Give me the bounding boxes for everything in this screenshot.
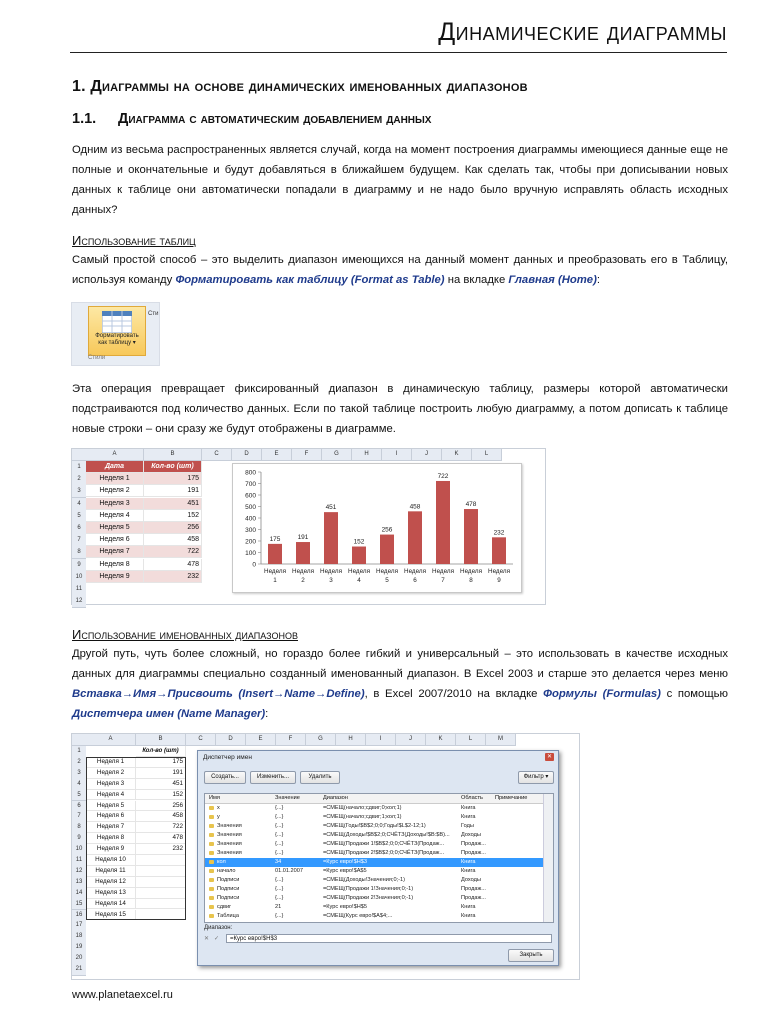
bar xyxy=(408,511,422,564)
name-icon xyxy=(209,905,214,909)
range-cell: =СМЕЩ(Доходы!$B$2;0;СЧЁТЗ(Доходы!$B:$B)... xyxy=(323,832,450,838)
name-cell: начало xyxy=(217,868,236,874)
bar xyxy=(268,544,282,564)
row-header[interactable]: 11 xyxy=(72,583,86,596)
row-header[interactable]: 1 xyxy=(72,746,86,758)
styles-group-label: Стили xyxy=(88,355,106,361)
name-row[interactable] xyxy=(205,813,543,822)
x-tick-label: Неделя xyxy=(376,568,398,575)
name-icon xyxy=(209,842,214,846)
column-header[interactable]: A xyxy=(86,734,136,746)
x-tick-label-number: 2 xyxy=(301,577,305,584)
name-icon xyxy=(209,869,214,873)
column-header[interactable]: I xyxy=(366,734,396,746)
named-ranges-paragraph xyxy=(72,644,728,724)
value-cell: {...} xyxy=(275,832,284,838)
cell-week[interactable]: Неделя 15 xyxy=(86,910,136,921)
scope-cell: Доходы xyxy=(461,832,481,838)
row-header[interactable]: 8 xyxy=(72,546,86,559)
names-list[interactable] xyxy=(204,793,554,923)
edit-name-button[interactable]: Изменить... xyxy=(250,771,296,784)
table-cell-qty[interactable]: 722 xyxy=(144,546,202,558)
table-cell-date[interactable]: Неделя 9 xyxy=(86,571,144,583)
range-cell: =Курс евро!$H$5 xyxy=(323,904,367,910)
table-cell-qty[interactable]: 478 xyxy=(144,559,202,571)
x-tick-label: Неделя xyxy=(488,568,510,575)
value-cell: 21 xyxy=(275,904,282,910)
ribbon-screenshot xyxy=(71,302,160,366)
name-cell: Значения xyxy=(217,823,242,829)
cell-week[interactable]: Неделя 13 xyxy=(86,888,136,899)
x-tick-label: Неделя xyxy=(292,568,314,575)
format-as-table-icon xyxy=(102,311,132,333)
scope-cell: Книга xyxy=(461,814,476,820)
scope-cell: Продаж... xyxy=(461,886,486,892)
cell-week[interactable]: Неделя 1 xyxy=(86,757,136,768)
header-cell-qty[interactable]: Кол-во (шт) xyxy=(136,746,186,757)
cell-qty[interactable]: 478 xyxy=(136,833,186,844)
cell-week[interactable]: Неделя 3 xyxy=(86,779,136,790)
scope-cell: Книга xyxy=(461,859,476,865)
format-as-table-button[interactable] xyxy=(88,306,146,356)
cell-week[interactable]: Неделя 6 xyxy=(86,811,136,822)
row-header[interactable]: 4 xyxy=(72,498,86,511)
table-cell-date[interactable]: Неделя 3 xyxy=(86,498,144,510)
section-heading-1-1 xyxy=(72,111,431,127)
tables-paragraph-2: Эта операция превращает фиксированный диапазон в динамическую таблицу, размеры которой автоматически подстраиваются под количество данных. Если по такой таблице построить любую диаграмму, а потом дописать к таблице новые строки – они сразу же будут отображены в диаграмме. xyxy=(72,383,728,435)
cell-week[interactable]: Неделя 9 xyxy=(86,844,136,855)
x-tick-label: Неделя xyxy=(432,568,454,575)
name-manager: Диспетчера имен (Name Manager) xyxy=(72,708,266,720)
column-header[interactable]: K xyxy=(426,734,456,746)
name-row[interactable] xyxy=(205,912,543,921)
column-header[interactable]: F xyxy=(292,449,322,461)
table-cell-qty[interactable]: 256 xyxy=(144,522,202,534)
name-cell: x xyxy=(217,805,220,811)
data-label: 478 xyxy=(465,501,477,509)
y-tick-label: 500 xyxy=(245,504,256,511)
x-tick-label: Неделя xyxy=(320,568,342,575)
cell-week[interactable]: Неделя 11 xyxy=(86,866,136,877)
x-tick-label-number: 1 xyxy=(273,577,277,584)
data-label: 152 xyxy=(353,538,365,546)
subheading-named-ranges: Использование именованных диапазонов xyxy=(72,627,298,642)
row-header[interactable]: 6 xyxy=(72,801,86,813)
y-tick-label: 100 xyxy=(245,550,256,557)
name-cell: Таблица xyxy=(217,913,239,919)
name-row[interactable] xyxy=(205,858,543,867)
column-header[interactable]: M xyxy=(486,734,516,746)
x-tick-label-number: 8 xyxy=(469,577,473,584)
column-header[interactable]: E xyxy=(246,734,276,746)
data-label: 458 xyxy=(409,503,421,511)
row-header[interactable]: 10 xyxy=(72,844,86,856)
name-cell: y xyxy=(217,814,220,820)
column-header[interactable]: A xyxy=(86,449,144,461)
bar xyxy=(492,537,506,564)
value-cell: 01.01.2007 xyxy=(275,868,303,874)
delete-name-button[interactable]: Удалить xyxy=(300,771,340,784)
scope-cell: Продаж... xyxy=(461,850,486,856)
list-scrollbar[interactable] xyxy=(543,794,553,922)
table-cell-qty[interactable]: 451 xyxy=(144,498,202,510)
row-header[interactable]: 2 xyxy=(72,757,86,769)
data-label: 232 xyxy=(493,529,505,537)
new-name-button[interactable]: Создать... xyxy=(204,771,246,784)
name-icon xyxy=(209,896,214,900)
range-cell: =СМЕЩ(начало;сдвиг;1;кол;1) xyxy=(323,814,402,820)
scope-cell: Книга xyxy=(461,904,476,910)
name-icon xyxy=(209,878,214,882)
row-header[interactable]: 4 xyxy=(72,779,86,791)
section-heading-text: Диаграмма с автоматическим добавлением данных xyxy=(118,111,432,127)
command-format-as-table: Форматировать как таблицу (Format as Table) xyxy=(175,274,445,286)
cell-qty[interactable] xyxy=(136,899,186,910)
row-header[interactable]: 1 xyxy=(72,461,86,474)
cell-qty[interactable]: 232 xyxy=(136,844,186,855)
cell-week[interactable]: Неделя 2 xyxy=(86,768,136,779)
bar xyxy=(436,481,450,564)
column-header[interactable]: I xyxy=(382,449,412,461)
bar xyxy=(352,547,366,564)
data-label: 256 xyxy=(381,526,393,534)
column-header[interactable]: B xyxy=(136,734,186,746)
x-tick-label-number: 6 xyxy=(413,577,417,584)
name-cell: Подписи xyxy=(217,886,240,892)
cell-qty[interactable] xyxy=(136,855,186,866)
cell-qty[interactable] xyxy=(136,910,186,921)
column-header[interactable]: G xyxy=(322,449,352,461)
value-cell: {...} xyxy=(275,886,284,892)
cell-week[interactable]: Неделя 14 xyxy=(86,899,136,910)
scope-cell: Книга xyxy=(461,913,476,919)
name-cell: Подписи xyxy=(217,877,240,883)
cell-qty[interactable]: 451 xyxy=(136,779,186,790)
footer-url[interactable]: www.planetaexcel.ru xyxy=(72,989,173,1001)
column-header[interactable]: H xyxy=(336,734,366,746)
table-cell-qty[interactable]: 191 xyxy=(144,485,202,497)
tab-home: Главная (Home) xyxy=(508,274,597,286)
intro-paragraph: Одним из весьма распространенных является случай, когда на момент построения диаграммы имеющиеся данные еще не полные и окончательные и будут добавляться в ближайшем будущем. Как сделать так, чтобы при дописывании новых данных к таблице они автоматически попадали в диаграмму и не надо было вручную исправлять область исходных данных? xyxy=(72,144,728,216)
name-icon xyxy=(209,824,214,828)
page-title: Динамические диаграммы xyxy=(438,18,727,46)
row-header[interactable]: 9 xyxy=(72,559,86,572)
cell-week[interactable]: Неделя 4 xyxy=(86,790,136,801)
row-header[interactable]: 10 xyxy=(72,571,86,584)
title-divider xyxy=(70,52,727,53)
value-cell: 34 xyxy=(275,859,282,865)
range-cell: =СМЕЩ(Продажи 2!Значения;0;-1) xyxy=(323,895,414,901)
range-cell: =СМЕЩ(Курс евро!$A$4;... xyxy=(323,913,393,919)
column-header[interactable]: J xyxy=(412,449,442,461)
text-fragment: , в Excel 2007/2010 на вкладке xyxy=(364,688,544,700)
column-header[interactable]: F xyxy=(276,734,306,746)
text-fragment: с помощью xyxy=(660,688,728,700)
value-cell: {...} xyxy=(275,877,284,883)
data-label: 722 xyxy=(437,472,449,480)
range-input[interactable]: =Курс евро!$H$3 xyxy=(226,934,552,943)
cell-qty[interactable] xyxy=(136,866,186,877)
x-tick-label: Неделя xyxy=(264,568,286,575)
select-all-corner[interactable] xyxy=(72,734,87,746)
tab-formulas: Формулы (Formulas) xyxy=(543,688,661,700)
cell-week[interactable]: Неделя 10 xyxy=(86,855,136,866)
x-tick-label-number: 3 xyxy=(329,577,333,584)
scope-cell: Продаж... xyxy=(461,841,486,847)
column-header[interactable]: G xyxy=(306,734,336,746)
row-header[interactable]: 16 xyxy=(72,910,86,922)
row-header[interactable]: 3 xyxy=(72,485,86,498)
table-cell-qty[interactable]: 232 xyxy=(144,571,202,583)
name-cell: Значения xyxy=(217,841,242,847)
value-cell: {...} xyxy=(275,823,284,829)
y-tick-label: 300 xyxy=(245,527,256,534)
column-header[interactable]: D xyxy=(232,449,262,461)
row-header[interactable]: 18 xyxy=(72,931,86,943)
table-cell-qty[interactable]: 152 xyxy=(144,510,202,522)
row-header[interactable]: 8 xyxy=(72,822,86,834)
scope-cell: Книга xyxy=(461,868,476,874)
table-cell-date[interactable]: Неделя 6 xyxy=(86,534,144,546)
text-fragment: Другой путь, чуть более сложный, но гораздо более гибкий и универсальный – это использовать в качестве исходных данных для диаграммы специально созданный именованный диапазон. В Excel 2003 и старше это делается через меню xyxy=(72,648,728,680)
name-row[interactable] xyxy=(205,831,543,840)
cell-week[interactable]: Неделя 5 xyxy=(86,801,136,812)
bar xyxy=(296,542,310,564)
name-row[interactable] xyxy=(205,822,543,831)
row-header[interactable]: 2 xyxy=(72,473,86,486)
name-cell: Подписи xyxy=(217,895,240,901)
x-tick-label-number: 7 xyxy=(441,577,445,584)
table-cell-qty[interactable]: 458 xyxy=(144,534,202,546)
table-cell-date[interactable]: Неделя 8 xyxy=(86,559,144,571)
row-header[interactable]: 12 xyxy=(72,866,86,878)
cell-qty[interactable] xyxy=(136,877,186,888)
select-all-corner[interactable] xyxy=(72,449,87,461)
name-cell: Значения xyxy=(217,850,242,856)
column-header[interactable]: D xyxy=(216,734,246,746)
bar xyxy=(464,509,478,564)
range-label: Диапазон: xyxy=(204,925,233,931)
filter-button[interactable]: Фильтр ▾ xyxy=(518,771,554,784)
table-cell-qty[interactable]: 175 xyxy=(144,473,202,485)
cancel-edit-icon[interactable]: ✕ xyxy=(204,936,210,942)
row-header[interactable]: 21 xyxy=(72,964,86,976)
col-scope[interactable]: Область xyxy=(461,795,483,801)
column-header[interactable]: E xyxy=(262,449,292,461)
section-heading-1: 1. Диаграммы на основе динамических именованных диапазонов xyxy=(72,78,528,95)
y-tick-label: 0 xyxy=(252,561,256,569)
dialog-title: Диспетчер имен xyxy=(203,754,252,761)
scope-cell: Доходы xyxy=(461,877,481,883)
name-row[interactable] xyxy=(205,849,543,858)
name-row[interactable] xyxy=(205,903,543,912)
name-row[interactable] xyxy=(205,894,543,903)
name-row[interactable] xyxy=(205,840,543,849)
row-header[interactable]: 14 xyxy=(72,888,86,900)
table-header-qty[interactable]: Кол-во (шт) xyxy=(144,461,202,473)
cell-week[interactable]: Неделя 12 xyxy=(86,877,136,888)
x-tick-label: Неделя xyxy=(460,568,482,575)
name-manager-screenshot xyxy=(71,733,580,980)
data-label: 451 xyxy=(325,504,337,512)
row-header[interactable]: 17 xyxy=(72,920,86,932)
row-header[interactable]: 7 xyxy=(72,811,86,823)
table-cell-date[interactable]: Неделя 7 xyxy=(86,546,144,558)
y-tick-label: 200 xyxy=(245,538,256,546)
y-tick-label: 800 xyxy=(245,469,256,477)
table-header-date[interactable]: Дата xyxy=(86,461,144,473)
close-button[interactable]: Закрыть xyxy=(508,949,554,962)
range-cell: =СМЕЩ(Продажи 1!Значения;0;-1) xyxy=(323,886,414,892)
cell-qty[interactable]: 256 xyxy=(136,801,186,812)
value-cell: {...} xyxy=(275,913,284,919)
cell-qty[interactable]: 458 xyxy=(136,811,186,822)
x-tick-label-number: 9 xyxy=(497,577,501,584)
text-fragment: на вкладке xyxy=(444,274,509,286)
value-cell: {...} xyxy=(275,850,284,856)
name-row[interactable] xyxy=(205,885,543,894)
name-row[interactable] xyxy=(205,876,543,885)
section-number: 1.1. xyxy=(72,111,97,127)
row-header[interactable]: 19 xyxy=(72,942,86,954)
table-cell-date[interactable]: Неделя 2 xyxy=(86,485,144,497)
x-tick-label: Неделя xyxy=(404,568,426,575)
column-header[interactable]: J xyxy=(396,734,426,746)
bar-chart xyxy=(233,464,521,592)
row-header[interactable]: 9 xyxy=(72,833,86,845)
menu-insert-name-define: Вставка→Имя→Присвоить (Insert→Name→Define) xyxy=(72,688,365,700)
x-tick-label: Неделя xyxy=(348,568,370,575)
row-header[interactable]: 20 xyxy=(72,953,86,965)
name-cell: кол xyxy=(217,859,226,865)
cell-qty[interactable] xyxy=(136,888,186,899)
column-header[interactable]: B xyxy=(144,449,202,461)
text-fragment: : xyxy=(596,274,600,286)
col-value[interactable]: Значение xyxy=(275,795,300,801)
column-header[interactable]: K xyxy=(442,449,472,461)
range-cell: =Курс евро!$H$3 xyxy=(323,859,367,865)
name-icon xyxy=(209,833,214,837)
row-header[interactable]: 6 xyxy=(72,522,86,535)
table-cell-date[interactable]: Неделя 4 xyxy=(86,510,144,522)
column-header[interactable]: C xyxy=(202,449,232,461)
cell-qty[interactable]: 722 xyxy=(136,822,186,833)
data-label: 175 xyxy=(269,535,281,543)
names-list-header xyxy=(205,794,543,804)
value-cell: {...} xyxy=(275,841,284,847)
name-icon xyxy=(209,914,214,918)
column-header[interactable]: L xyxy=(456,734,486,746)
name-row[interactable] xyxy=(205,867,543,876)
y-tick-label: 400 xyxy=(245,515,256,523)
y-tick-label: 600 xyxy=(245,492,256,500)
cell-qty[interactable]: 152 xyxy=(136,790,186,801)
row-header[interactable]: 7 xyxy=(72,534,86,547)
cell-qty[interactable]: 175 xyxy=(136,757,186,768)
column-header[interactable]: C xyxy=(186,734,216,746)
confirm-edit-icon[interactable]: ✓ xyxy=(214,936,220,942)
name-icon xyxy=(209,860,214,864)
cell-styles-label[interactable]: Сти xyxy=(148,311,159,317)
name-row[interactable] xyxy=(205,804,543,813)
cell-week[interactable]: Неделя 8 xyxy=(86,833,136,844)
name-icon xyxy=(209,887,214,891)
table-cell-date[interactable]: Неделя 5 xyxy=(86,522,144,534)
name-icon xyxy=(209,806,214,810)
range-cell: =Курс евро!$A$5 xyxy=(323,868,367,874)
text-fragment: Самый простой способ – это выделить диапазон имеющихся на данный момент данных и преобразовать его в Таблицу, используя команду xyxy=(72,254,728,286)
x-tick-label-number: 4 xyxy=(357,577,361,584)
row-header[interactable]: 11 xyxy=(72,855,86,867)
row-header[interactable]: 5 xyxy=(72,790,86,802)
scope-cell: Годы xyxy=(461,823,474,829)
col-comment[interactable]: Примечание xyxy=(495,795,528,801)
range-cell: =СМЕЩ(начало;сдвиг;0;кол;1) xyxy=(323,805,402,811)
table-cell-date[interactable]: Неделя 1 xyxy=(86,473,144,485)
scope-cell: Продаж... xyxy=(461,895,486,901)
x-tick-label-number: 5 xyxy=(385,577,389,584)
col-range[interactable]: Диапазон xyxy=(323,795,348,801)
name-cell: сдвиг xyxy=(217,904,232,910)
name-cell: Значения xyxy=(217,832,242,838)
name-icon xyxy=(209,851,214,855)
range-cell: =СМЕЩ(Продажи 1!$B$2;0;0;СЧЁТЗ(Продаж... xyxy=(323,841,445,847)
value-cell: {...} xyxy=(275,814,284,820)
format-as-table-label: Форматировать как таблицу ▾ xyxy=(95,333,139,346)
name-icon xyxy=(209,815,214,819)
column-header[interactable]: L xyxy=(472,449,502,461)
row-header[interactable]: 3 xyxy=(72,768,86,780)
value-cell: {...} xyxy=(275,805,284,811)
range-cell: =СМЕЩ(Доходы!Значения;0;-1) xyxy=(323,877,405,883)
cell-qty[interactable]: 191 xyxy=(136,768,186,779)
name-manager-dialog xyxy=(197,750,559,966)
text-fragment: : xyxy=(265,708,269,720)
column-header[interactable]: H xyxy=(352,449,382,461)
scope-cell: Книга xyxy=(461,805,476,811)
close-icon[interactable]: ✕ xyxy=(546,754,553,760)
bar xyxy=(324,512,338,564)
row-header[interactable]: 12 xyxy=(72,595,86,608)
col-name[interactable]: Имя xyxy=(209,795,220,801)
chart-box[interactable] xyxy=(232,463,522,593)
subheading-tables: Использование таблиц xyxy=(72,233,196,248)
excel-table-screenshot xyxy=(71,448,546,605)
tables-paragraph xyxy=(72,250,728,290)
bar xyxy=(380,535,394,564)
cell-week[interactable]: Неделя 7 xyxy=(86,822,136,833)
value-cell: {...} xyxy=(275,895,284,901)
data-label: 191 xyxy=(297,534,309,542)
range-cell: =СМЕЩ(Продажи 2!$B$2;0;0;СЧЁТЗ(Продаж... xyxy=(323,850,445,856)
row-header[interactable]: 15 xyxy=(72,899,86,911)
range-cell: =СМЕЩ(Годы!$B$2;0;0;Годы!$L$2-12;1) xyxy=(323,823,426,829)
y-tick-label: 700 xyxy=(245,481,256,488)
row-header[interactable]: 5 xyxy=(72,510,86,523)
row-header[interactable]: 13 xyxy=(72,877,86,889)
